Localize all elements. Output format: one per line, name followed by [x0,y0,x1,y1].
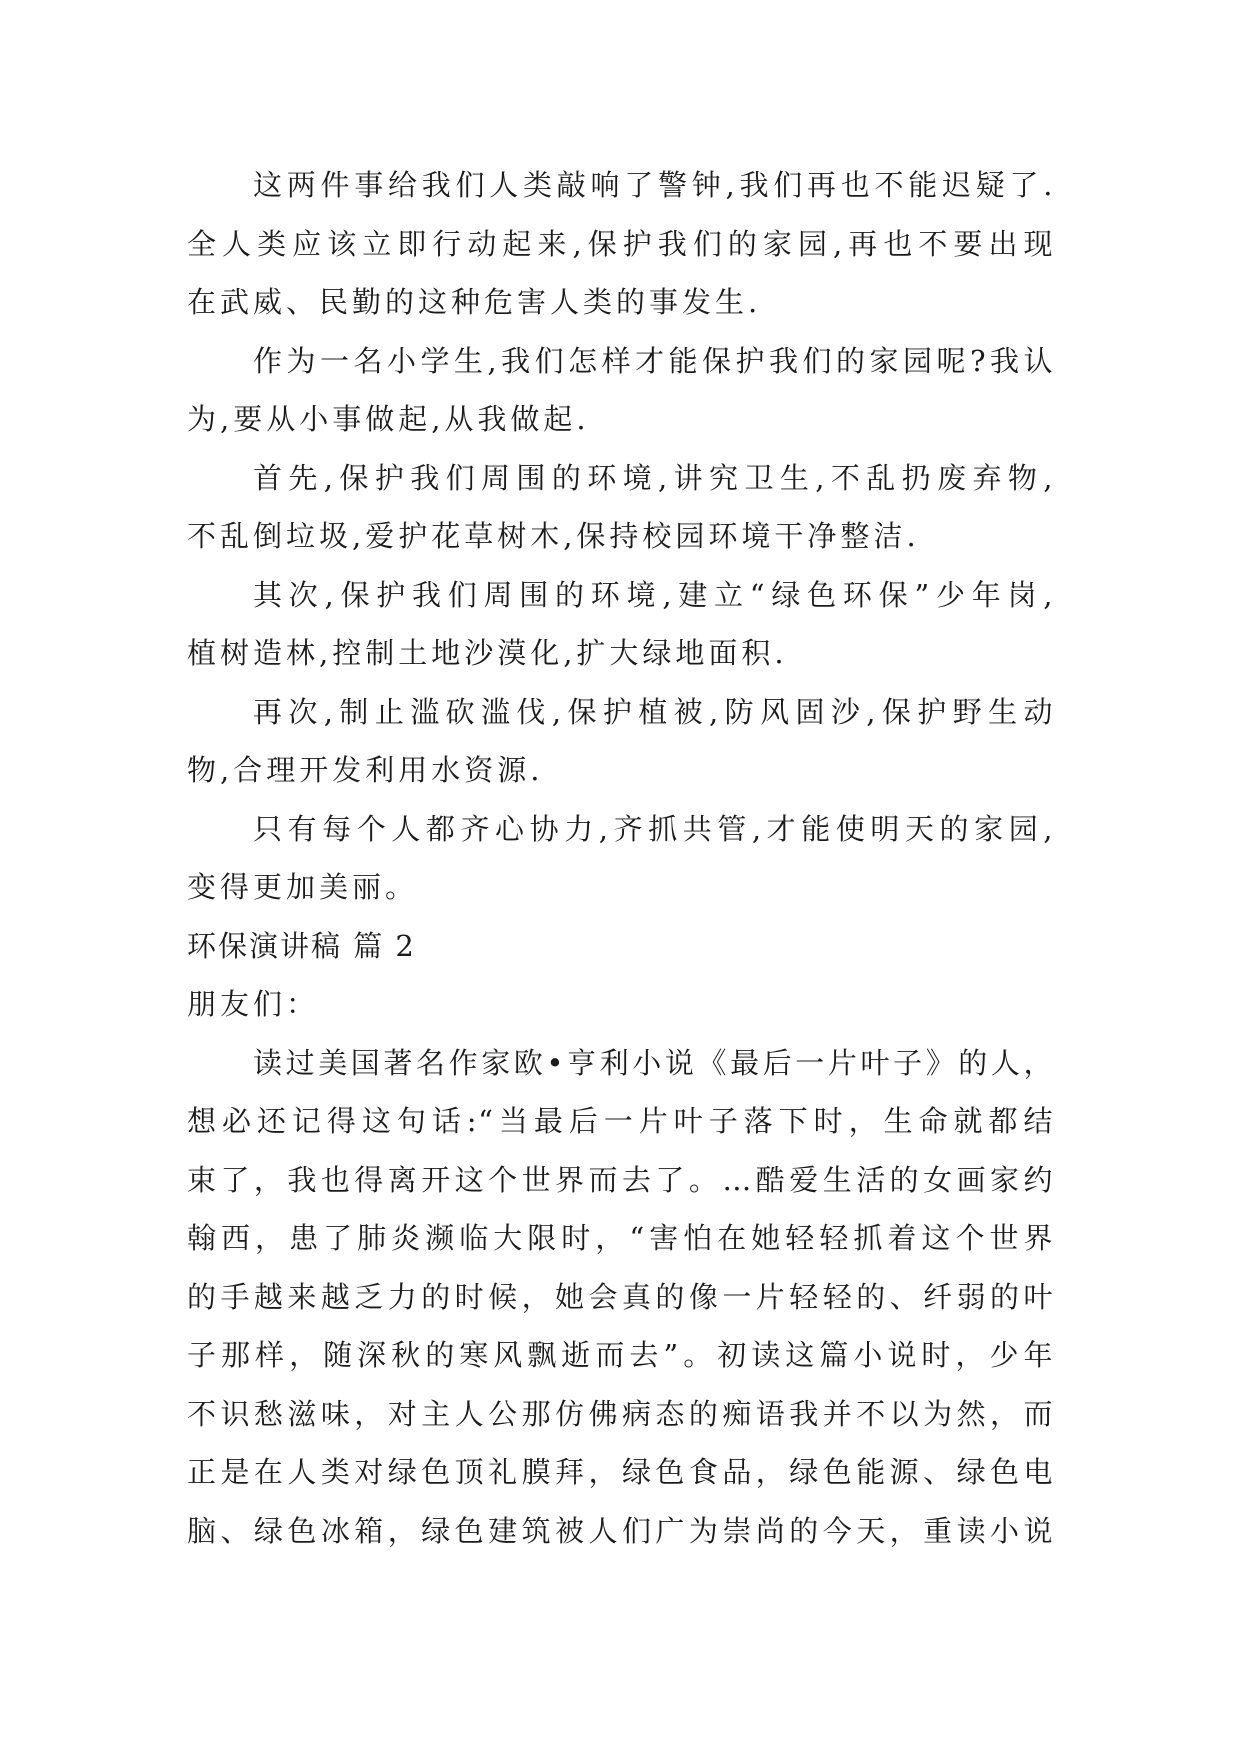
text-line: 全人类应该立即行动起来,保护我们的家园,再也不要出现 [187,226,1054,261]
paragraph [187,332,1054,449]
paragraph [187,566,1054,683]
text-line: 读过美国著名作家欧•亨利小说《最后一片叶子》的人， [253,1045,1054,1080]
text-line: 不识愁滋味，对主人公那仿佛病态的痴语我并不以为然，而 [187,1396,1054,1431]
paragraph [187,1034,1054,1561]
text-line: 首先,保护我们周围的环境,讲究卫生,不乱扔废弃物, [253,460,1054,495]
text-line: 想必还记得这句话:“当最后一片叶子落下时，生命就都结 [187,1104,1054,1138]
text-line: 只有每个人都齐心协力,齐抓共管,才能使明天的家园, [253,811,1054,846]
text-line: 其次,保护我们周围的环境,建立“绿色环保”少年岗, [253,577,1054,612]
text-line: 再次,制止滥砍滥伐,保护植被,防风固沙,保护野生动 [253,694,1054,729]
section-heading: 环保演讲稿 篇 2 [187,928,416,963]
text-line: 为,要从小事做起,从我做起. [187,402,590,436]
text-line: 植树造林,控制土地沙漠化,扩大绿地面积. [187,636,788,670]
paragraph [187,800,1054,917]
paragraph [187,449,1054,566]
text-line: 物,合理开发利用水资源. [187,753,544,787]
text-line: 正是在人类对绿色顶礼膜拜，绿色食品，绿色能源、绿色电 [187,1455,1054,1489]
section-1 [187,156,1054,917]
paragraph [187,683,1054,800]
text-line: 变得更加美丽。 [187,870,419,904]
section-2 [187,917,1054,1561]
text-line: 脑、绿色冰箱，绿色建筑被人们广为崇尚的今天，重读小说 [187,1513,1054,1548]
text-line: 束了，我也得离开这个世界而去了。…酷爱生活的女画家约 [187,1162,1054,1197]
text-line: 翰西，患了肺炎濒临大限时，“害怕在她轻轻抓着这个世界 [187,1221,1054,1255]
text-line: 子那样，随深秋的寒风飘逝而去”。初读这篇小说时，少年 [187,1338,1054,1372]
paragraph [187,156,1054,332]
text-line: 这两件事给我们人类敲响了警钟,我们再也不能迟疑了. [253,168,1054,202]
text-line: 作为一名小学生,我们怎样才能保护我们的家园呢?我认 [253,343,1054,378]
text-line: 不乱倒垃圾,爱护花草树木,保持校园环境干净整洁. [187,519,920,553]
salutation: 朋友们： [187,987,320,1021]
text-line: 的手越来越乏力的时候，她会真的像一片轻轻的、纤弱的叶 [187,1279,1054,1314]
text-line: 在武威、民勤的这种危害人类的事发生. [187,285,762,319]
document-body [187,156,1054,1560]
